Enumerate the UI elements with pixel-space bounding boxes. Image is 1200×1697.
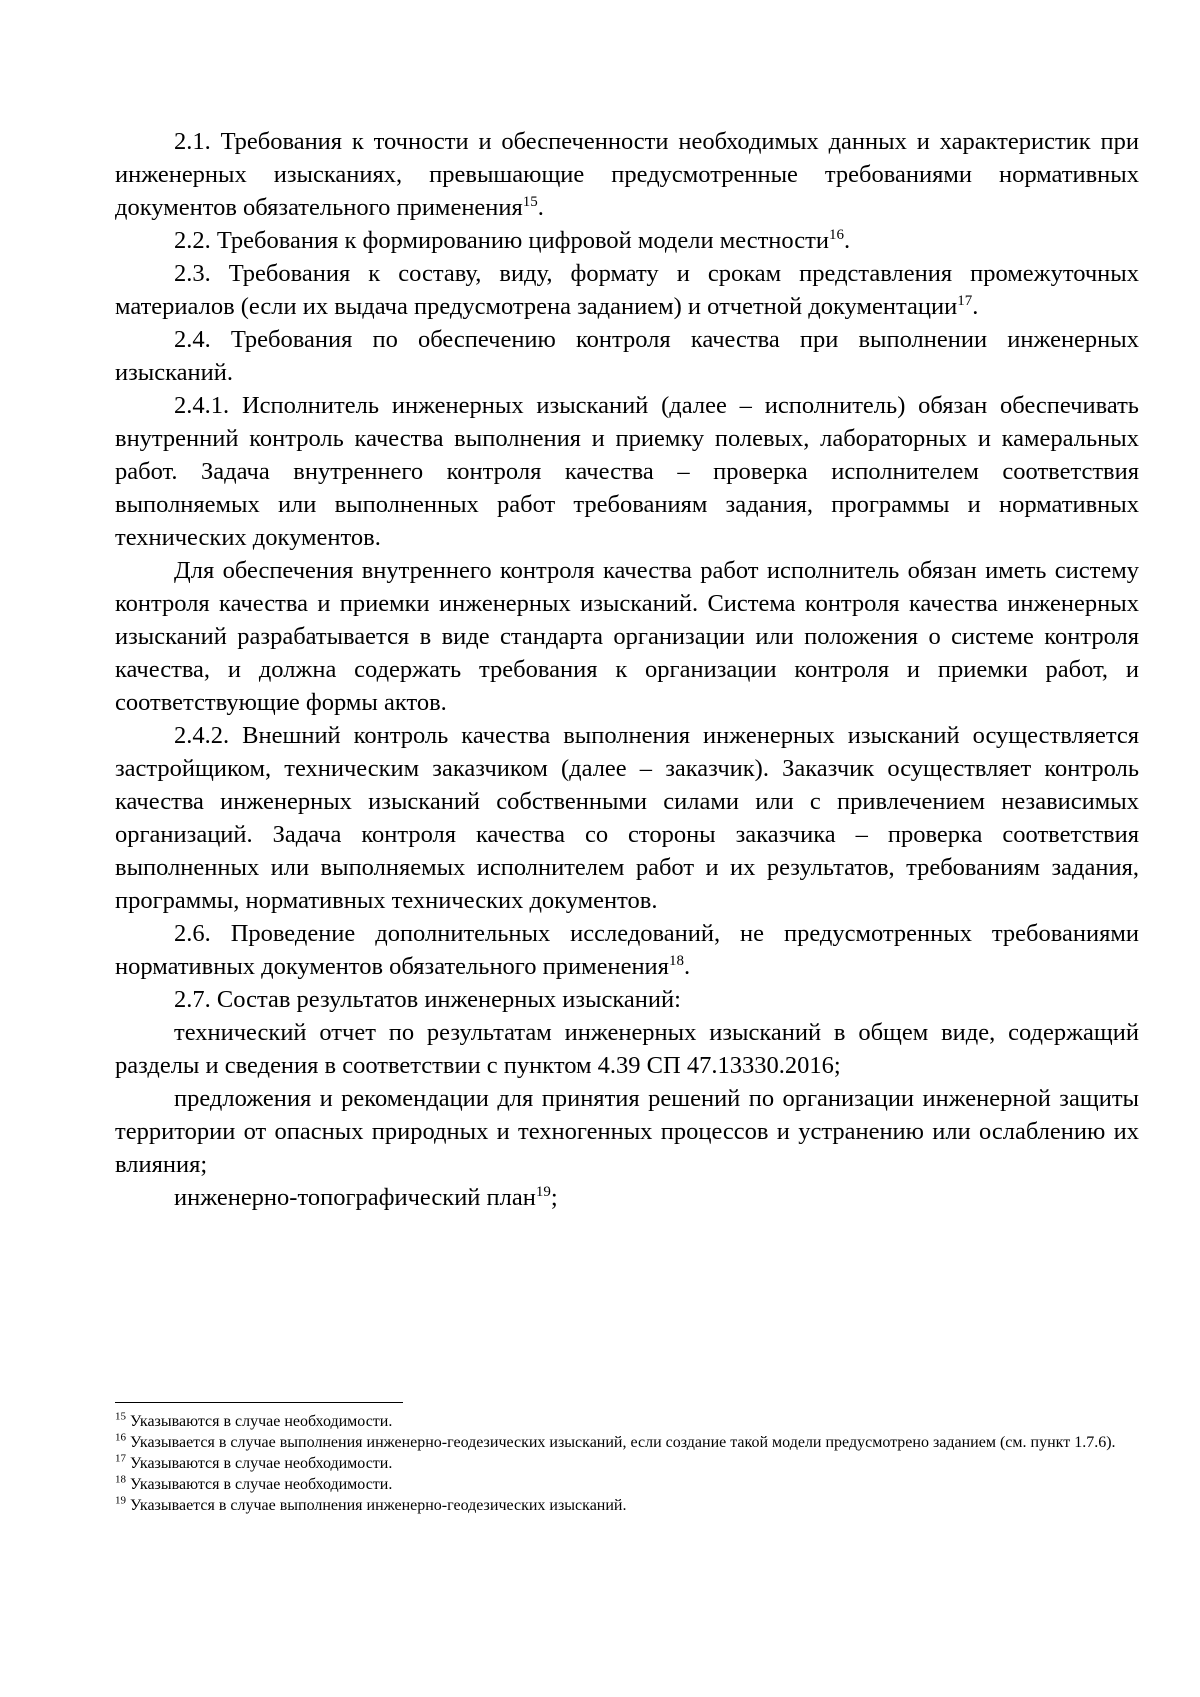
paragraph-2-3: 2.3. Требования к составу, виду, формату и срокам представления промежуточных материалов (если их выдача предусмотрена заданием) и отчетной документации$^{17}$. <box>115 260 1139 320</box>
footnote-15: $^{15}$ Указываются в случае необходимости. <box>115 1410 393 1430</box>
paragraph-2-1: 2.1. Требования к точности и обеспеченности необходимых данных и характеристик при инженерных изысканиях, превышающие предусмотренные требованиями нормативных документов обязательного применения$^{15}$. <box>115 128 1139 221</box>
footnote-ref-15: 15 <box>522 193 538 210</box>
footnote-separator <box>115 1402 403 1403</box>
footnote-19: $^{19}$ Указывается в случае выполнения инженерно-геодезических изысканий. <box>115 1494 627 1514</box>
paragraph-2-4-2: 2.4.2. Внешний контроль качества выполнения инженерных изысканий осуществляется застройщиком, техническим заказчиком (далее – заказчик). Заказчик осуществляет контроль качества инженерных изысканий собственными силами или с привлечением независимых организаций. Задача контроля качества со стороны заказчика – проверка соответствия выполненных или выполняемых исполнителем работ и их результатов, требованиям задания, программы, нормативных технических документов. <box>115 722 1139 914</box>
footnote-ref-16: 16 <box>828 226 844 243</box>
paragraph-2-6: 2.6. Проведение дополнительных исследований, не предусмотренных требованиями нормативных документов обязательного применения$^{18}$. <box>115 920 1139 980</box>
paragraph-tech-report: технический отчет по результатам инженерных изысканий в общем виде, содержащий разделы и сведения в соответствии с пунктом 4.39 СП 47.13330.2016; <box>115 1019 1139 1079</box>
footnote-16: $^{16}$ Указывается в случае выполнения инженерно-геодезических изысканий, если создание такой модели предусмотрено заданием (см. пункт 1.7.6). <box>115 1431 1116 1451</box>
paragraph-2-7: 2.7. Состав результатов инженерных изысканий: <box>174 986 681 1013</box>
footnote-17: $^{17}$ Указываются в случае необходимости. <box>115 1452 393 1472</box>
paragraph-proposals: предложения и рекомендации для принятия решений по организации инженерной защиты территории от опасных природных и техногенных процессов и устранению или ослаблению их влияния; <box>115 1085 1139 1178</box>
paragraph-internal-control: Для обеспечения внутреннего контроля качества работ исполнитель обязан иметь систему контроля качества и приемки инженерных изысканий. Система контроля качества инженерных изысканий разрабатывается в виде стандарта организации или положения о системе контроля качества, и должна содержать требования к организации контроля и приемки работ, и соответствующие формы актов. <box>115 557 1139 716</box>
paragraph-topo-plan: инженерно-топографический план$^{19}$; <box>174 1183 558 1211</box>
paragraph-2-4-1: 2.4.1. Исполнитель инженерных изысканий (далее – исполнитель) обязан обеспечивать внутренний контроль качества выполнения и приемку полевых, лабораторных и камеральных работ. Задача внутреннего контроля качества – проверка исполнителем соответствия выполняемых или выполненных работ требованиям задания, программы и нормативных технических документов. <box>115 392 1139 551</box>
footnotes-section <box>115 1402 1139 1516</box>
footnote-ref-19: 19 <box>535 1183 551 1200</box>
footnote-ref-17: 17 <box>957 292 973 309</box>
paragraph-2-2: 2.2. Требования к формированию цифровой модели местности$^{16}$. <box>174 226 851 254</box>
document-body <box>115 125 1139 1214</box>
paragraph-2-4: 2.4. Требования по обеспечению контроля качества при выполнении инженерных изысканий. <box>115 326 1139 386</box>
footnote-ref-18: 18 <box>668 952 684 969</box>
footnote-18: $^{18}$ Указываются в случае необходимости. <box>115 1473 393 1493</box>
